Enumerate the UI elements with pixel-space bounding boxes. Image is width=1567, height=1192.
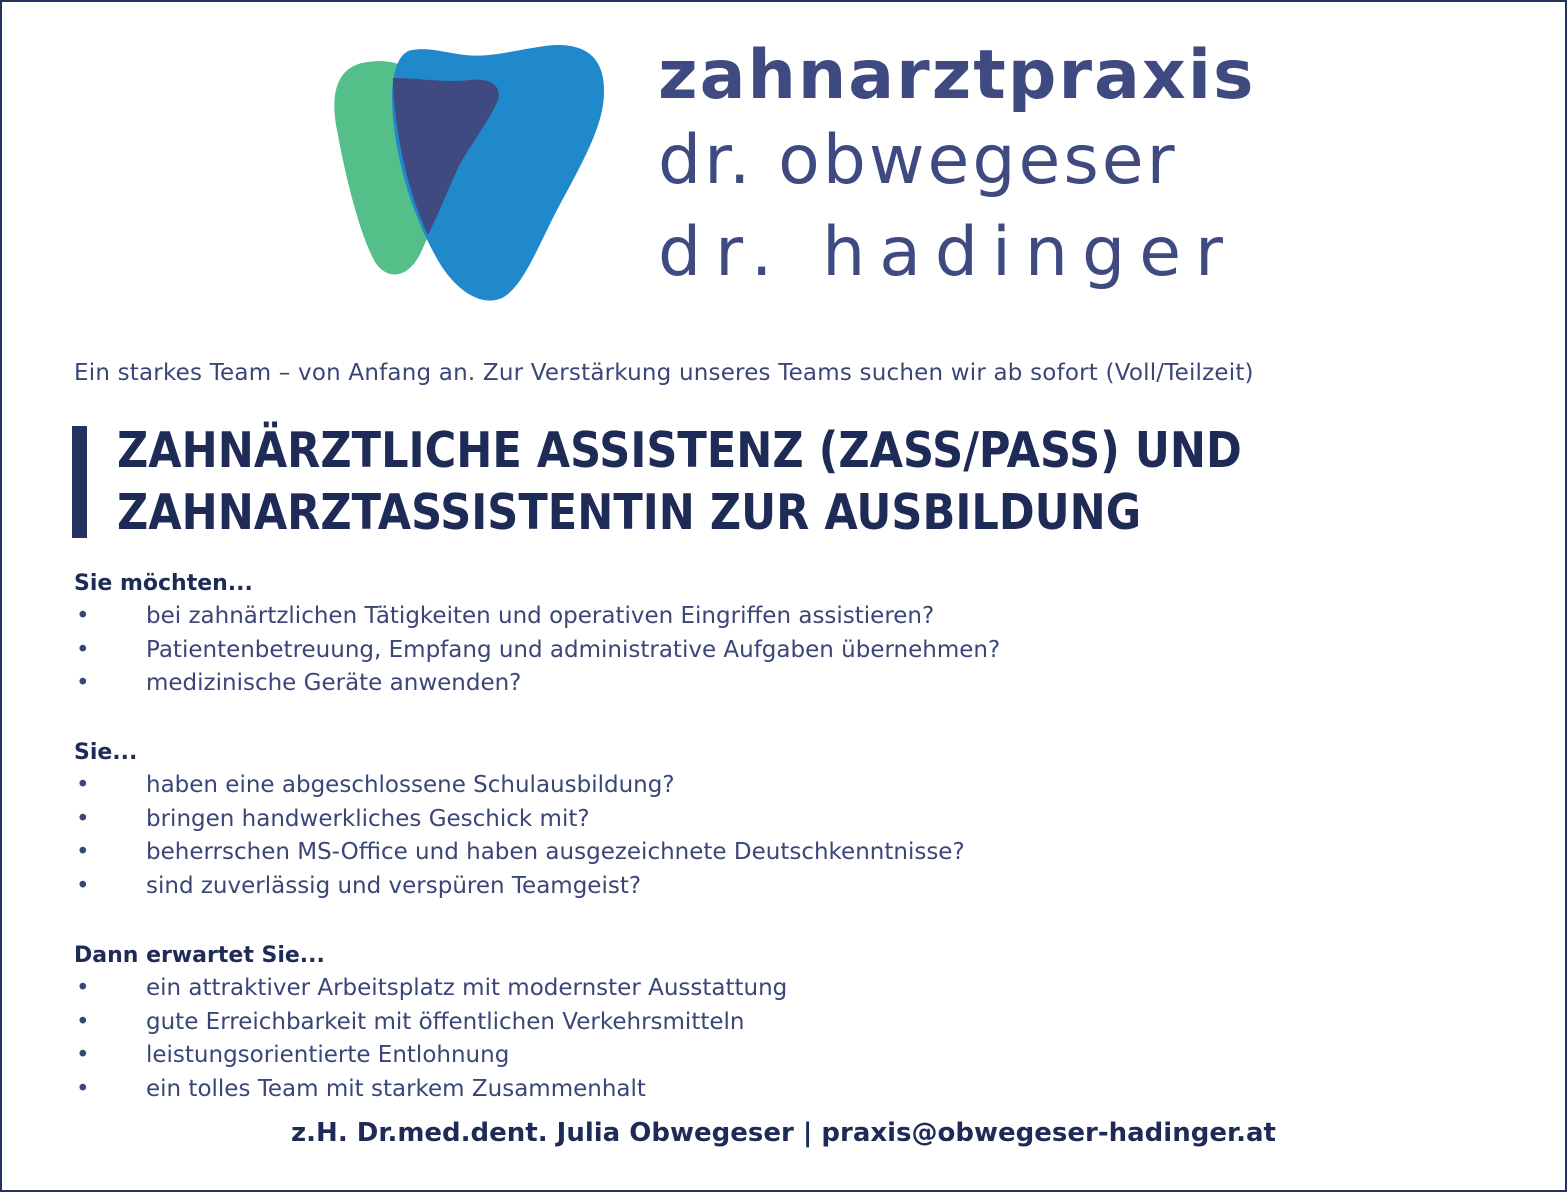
section-title: Sie möchten... xyxy=(74,571,253,596)
bullet-icon: • xyxy=(76,975,90,1001)
list-item: • sind zuverlässig und verspüren Teamgeist? xyxy=(74,870,1374,904)
brand-line-practice: zahnarztpraxis xyxy=(658,36,1256,115)
bullet-icon: • xyxy=(76,772,90,798)
job-headline xyxy=(117,420,1242,544)
list-item: • leistungsorientierte Entlohnung xyxy=(74,1039,1374,1073)
list-item: • ein attraktiver Arbeitsplatz mit modernster Ausstattung xyxy=(74,972,1374,1006)
section-title: Dann erwartet Sie... xyxy=(74,943,325,968)
bullet-icon: • xyxy=(76,839,90,865)
section-requirements xyxy=(74,737,1374,903)
bullet-icon: • xyxy=(76,670,90,696)
tooth-logo-icon xyxy=(330,40,610,310)
list-item: • ein tolles Team mit starkem Zusammenhalt xyxy=(74,1073,1374,1107)
list-item: • bringen handwerkliches Geschick mit? xyxy=(74,803,1374,837)
list-item: • gute Erreichbarkeit mit öffentlichen Verkehrsmitteln xyxy=(74,1006,1374,1040)
intro-text: Ein starkes Team – von Anfang an. Zur Verstärkung unseres Teams suchen wir ab sofort (Voll/Teilzeit) xyxy=(74,360,1254,386)
list-item: • Patientenbetreuung, Empfang und administrative Aufgaben übernehmen? xyxy=(74,634,1374,668)
bullet-icon: • xyxy=(76,805,90,832)
bullet-icon: • xyxy=(76,603,90,629)
list-item: • beherrschen MS-Office und haben ausgezeichnete Deutschkenntnisse? xyxy=(74,836,1374,870)
brand-line-doctor-1: dr. obwegeser xyxy=(658,121,1178,200)
list-item: • haben eine abgeschlossene Schulausbildung? xyxy=(74,769,1374,803)
bullet-icon: • xyxy=(76,1042,90,1068)
bullet-icon: • xyxy=(76,872,90,899)
brand-line-doctor-2: dr. hadinger xyxy=(658,213,1237,292)
section-benefits xyxy=(74,940,1374,1106)
contact-line: z.H. Dr.med.dent. Julia Obwegeser | praxis@obwegeser-hadinger.at xyxy=(291,1118,1276,1148)
list-item: • bei zahnärtzlichen Tätigkeiten und operativen Eingriffen assistieren? xyxy=(74,600,1374,634)
bullet-icon: • xyxy=(76,636,90,663)
list-item: • medizinische Geräte anwenden? xyxy=(74,667,1374,701)
brand-wordmark xyxy=(658,38,1258,300)
section-wishes xyxy=(74,568,1374,701)
headline-line-1: ZAHNÄRZTLICHE ASSISTENZ (ZASS/PASS) UND xyxy=(117,422,1242,479)
bullet-icon: • xyxy=(76,1008,90,1035)
headline-line-2: ZAHNARZTASSISTENTIN ZUR AUSBILDUNG xyxy=(117,484,1142,541)
headline-accent-bar xyxy=(72,426,87,538)
bullet-icon: • xyxy=(76,1075,90,1102)
section-title: Sie... xyxy=(74,740,138,765)
